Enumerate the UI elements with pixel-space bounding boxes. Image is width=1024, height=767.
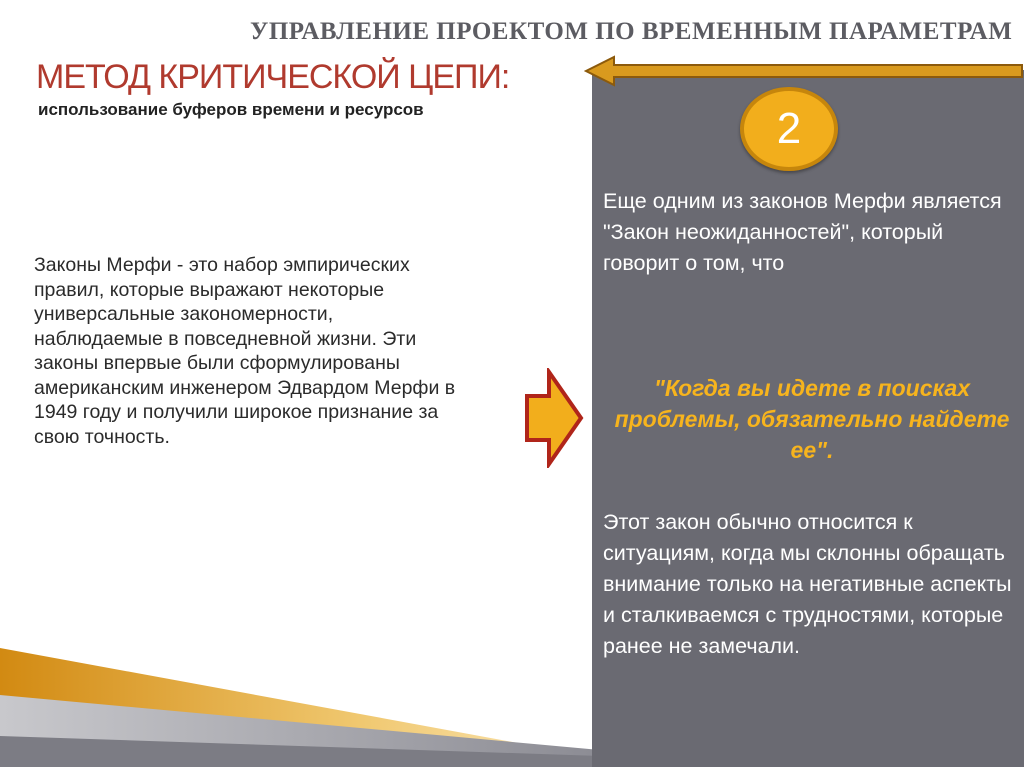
left-body-text: Законы Мерфи - это набор эмпирических правил, которые выражают некоторые универсальные закономерности, наблюдаемые в повседневной жизни. Эти законы впервые были сформулированы американским инженером Эдвардом Мерфи в 1949 году и получили широкое признание за свою точность. <box>34 254 456 448</box>
left-arrow-icon <box>584 54 1024 88</box>
number-badge <box>740 87 838 171</box>
panel-outro-text: Этот закон обычно относится к ситуациям, когда мы склонны обращать внимание только на негативные аспекты и сталкиваемся с трудностями, которые ранее не замечали. <box>603 510 1012 658</box>
panel-intro-text: Еще одним из законов Мерфи является "Закон неожиданностей", который говорит о том, что <box>603 189 1002 275</box>
right-arrow-icon <box>523 368 585 468</box>
number-badge-label: 2 <box>776 104 802 153</box>
slide-heading: МЕТОД КРИТИЧЕСКОЙ ЦЕПИ: <box>36 58 510 96</box>
decorative-stripes <box>0 640 600 767</box>
slide-subheading: использование буферов времени и ресурсов <box>38 100 424 119</box>
panel-quote: "Когда вы идете в поисках проблемы, обязательно найдете ее". <box>614 375 1010 463</box>
slide-header-title: УПРАВЛЕНИЕ ПРОЕКТОМ ПО ВРЕМЕННЫМ ПАРАМЕТРАМ <box>250 18 1013 45</box>
